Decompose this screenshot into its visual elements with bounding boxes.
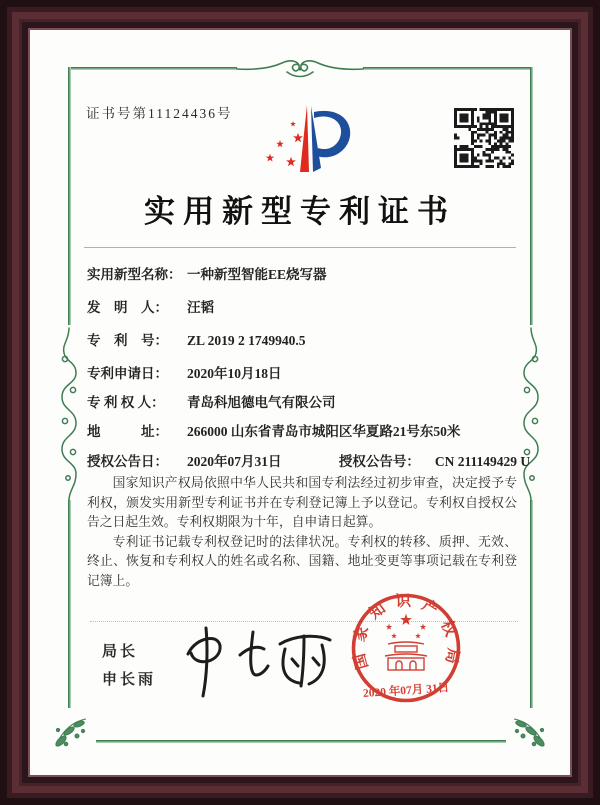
certificate-title: 实用新型专利证书	[144, 194, 456, 229]
tiananmen-icon	[385, 642, 427, 670]
field-patentee	[87, 391, 336, 411]
title-divider	[84, 247, 516, 248]
field-label: 地 址：	[87, 424, 168, 439]
field-label: 专 利 权 人：	[87, 395, 165, 410]
certificate-paper	[30, 30, 570, 775]
border-top-left-segment	[68, 67, 237, 70]
border-bottom-segment	[96, 740, 506, 743]
field-value: 一种新型智能EE烧写器	[187, 267, 327, 282]
field-value: 2020年10月18日	[187, 366, 282, 381]
grant-date-value: 2020年07月31日	[187, 454, 282, 469]
flourish-top-icon	[235, 56, 365, 82]
director-name: 申长雨	[102, 672, 157, 688]
field-label: 专利申请日：	[87, 366, 168, 381]
field-value: ZL 2019 2 1749940.5	[187, 333, 306, 348]
field-inventor	[87, 296, 214, 316]
grant-date-label: 授权公告日：	[87, 454, 168, 469]
field-label: 发 明 人：	[87, 300, 168, 315]
grant-no-value: CN 211149429 U	[434, 454, 531, 469]
flourish-left-icon	[55, 326, 83, 502]
svg-text:国家知识产权局	[349, 592, 463, 672]
seal-date: 2020 年07月 31日	[362, 682, 450, 700]
certificate-number: 证书号第11124436号	[86, 106, 233, 121]
legal-text	[87, 474, 517, 591]
legal-paragraph-2: 专利证书记载专利权登记时的法律状况。专利权的转移、质押、无效、终止、恢复和专利权人的姓名或名称、国籍、地址变更等事项记载在专利登记簿上。	[87, 534, 517, 588]
field-address	[87, 420, 460, 440]
field-label: 专 利 号：	[87, 333, 168, 348]
handwritten-signature-icon	[170, 622, 340, 707]
border-left-bottom-segment	[68, 500, 71, 708]
grant-no-label: 授权公告号：	[338, 454, 420, 469]
field-value: 266000 山东省青岛市城阳区华夏路21号东50米	[187, 424, 461, 439]
ornament-bottom-right-icon	[510, 714, 548, 752]
field-label: 实用新型名称：	[87, 267, 182, 282]
field-invention-name	[87, 263, 327, 283]
ornament-bottom-left-icon	[52, 714, 90, 752]
border-right-bottom-segment	[530, 500, 533, 708]
cnipa-logo-icon	[260, 102, 356, 181]
national-emblem-icon	[386, 614, 426, 639]
official-seal	[340, 586, 472, 723]
field-grant-row	[87, 450, 530, 470]
field-value: 青岛科旭德电气有限公司	[187, 395, 336, 410]
director-title: 局长	[102, 644, 139, 660]
flourish-right-icon	[517, 326, 545, 502]
field-patent-number	[87, 329, 306, 349]
qr-code	[454, 108, 514, 168]
field-application-date	[87, 362, 282, 382]
field-value: 汪韬	[187, 300, 214, 315]
seal-ring-text: 国家知识产权局	[350, 592, 462, 671]
border-top-right-segment	[363, 67, 533, 70]
legal-paragraph-1: 国家知识产权局依照中华人民共和国专利法经过初步审查，决定授予专利权，颁发实用新型专利证书并在专利登记簿上予以登记。专利权自授权公告之日起生效。专利权期限为十年，自申请日起算。	[87, 476, 517, 529]
